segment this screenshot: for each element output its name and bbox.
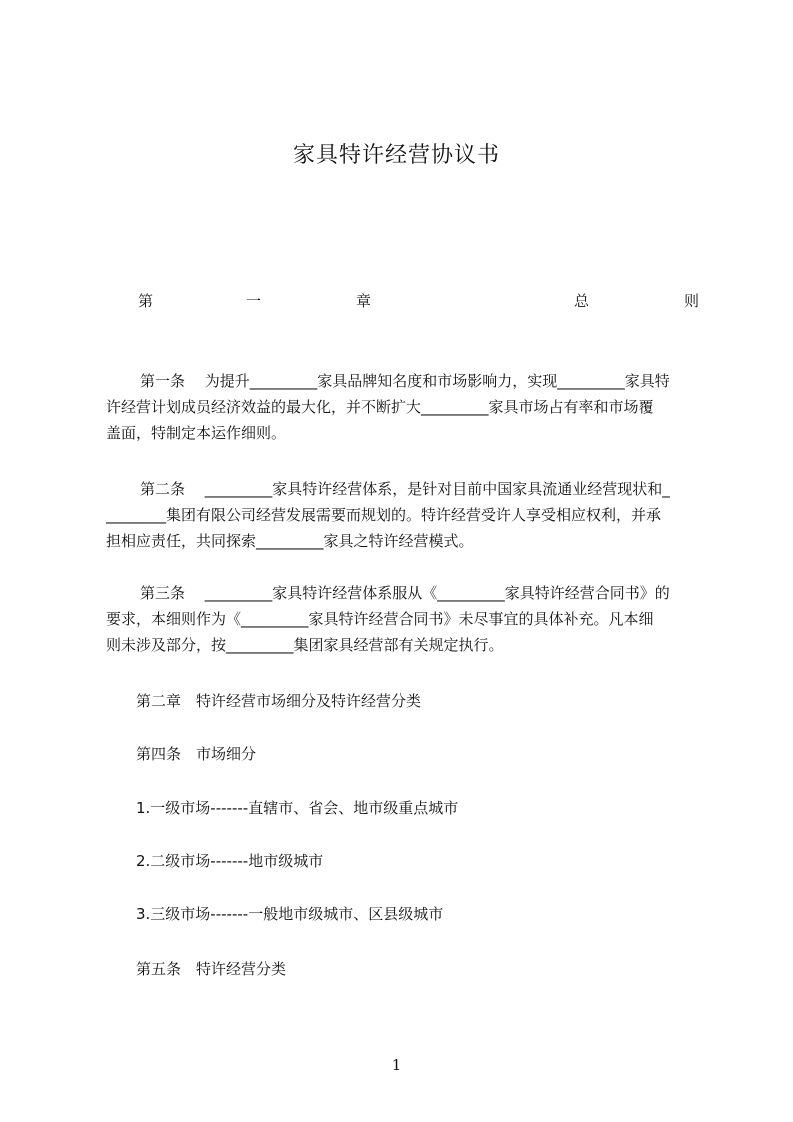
article-3-paragraph [106,580,706,658]
article-1-paragraph [106,368,706,446]
article-3-line: 则未涉及部分，按_________集团家具经营部有关规定执行。 [106,636,504,654]
chapter-1-char: 一 [246,292,262,310]
page-number: 1 [391,1056,402,1074]
chapter-1-char: 第 [138,292,154,310]
article-5-heading: 第五条 特许经营分类 [136,960,287,978]
document-title: 家具特许经营协议书 [292,143,500,168]
article-1-line: 盖面，特制定本运作细则。 [106,424,287,442]
chapter-2-heading: 第二章 特许经营市场细分及特许经营分类 [136,692,422,710]
chapter-1-char: 总 [574,292,590,310]
article-3-line: 第三条 _________家具特许经营体系服从《_________家具特许经营合同书》的 [140,584,670,602]
article-2-line: ________集团有限公司经营发展需要而规划的。特许经营受许人享受相应权利，并承 [106,506,662,524]
market-item: 3.三级市场-------一般地市级城市、区县级城市 [136,905,444,923]
article-1-line: 许经营计划成员经济效益的最大化，并不断扩大_________家具市场占有率和市场覆 [106,398,654,416]
chapter-1-char: 章 [356,292,372,310]
article-4-heading: 第四条 市场细分 [136,745,257,763]
article-3-line: 要求，本细则作为《_________家具特许经营合同书》未尽事宜的具体补充。凡本细 [106,610,654,628]
chapter-1-heading [106,286,700,316]
article-2-line: 担相应责任，共同探索_________家具之特许经营模式。 [106,532,474,550]
market-item: 2.二级市场-------地市级城市 [136,852,324,870]
article-2-line: 第二条 _________家具特许经营体系，是针对目前中国家具流通业经营现状和_ [140,480,670,498]
article-2-paragraph [106,476,706,554]
market-item: 1.一级市场-------直辖市、省会、地市级重点城市 [136,799,459,817]
article-1-line: 第一条 为提升_________家具品牌知名度和市场影响力，实现_________家具特 [140,372,670,390]
chapter-1-char: 则 [684,292,700,310]
